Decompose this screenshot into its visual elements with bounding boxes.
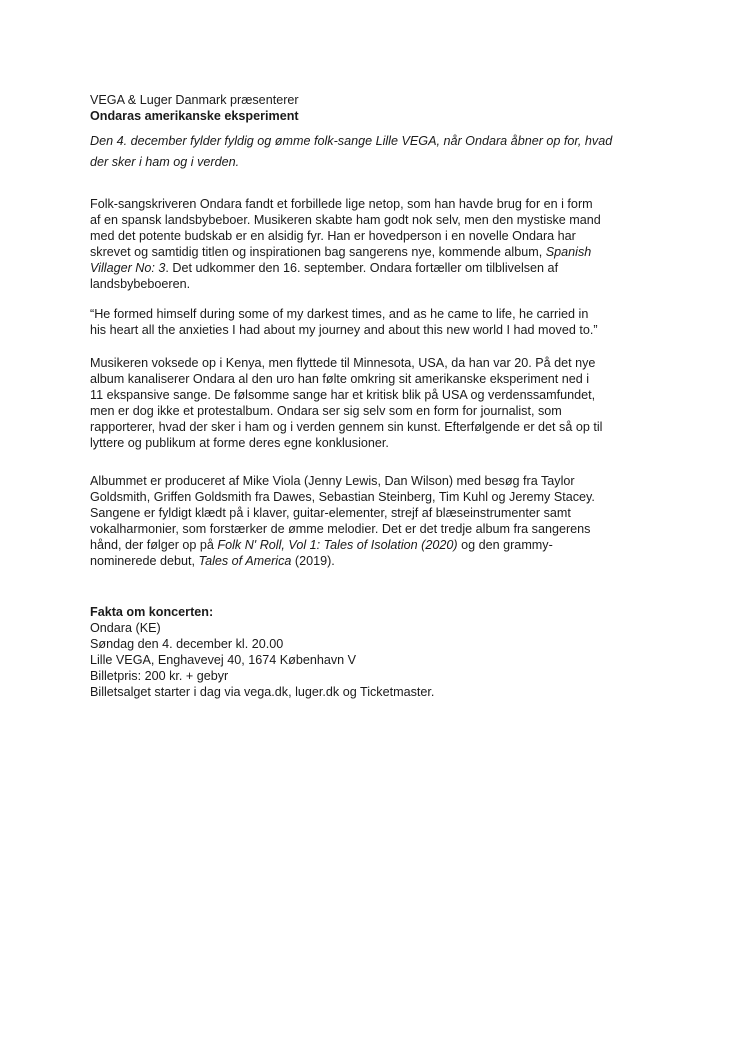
paragraph-line: Folk-sangskriveren Ondara fandt et forbillede lige netop, som han havde brug for en i form xyxy=(90,197,593,211)
paragraph-line: Musikeren voksede op i Kenya, men flyttede til Minnesota, USA, da han var 20. På det nye xyxy=(90,356,596,370)
paragraph-text: nominerede debut, xyxy=(90,554,199,568)
facts-heading: Fakta om koncerten: xyxy=(90,605,214,619)
paragraph-line xyxy=(90,553,665,569)
paragraph-line xyxy=(90,260,665,276)
album-title: Folk N' Roll, Vol 1: Tales of Isolation (2020) xyxy=(217,538,458,552)
paragraph-line: Albummet er produceret af Mike Viola (Jenny Lewis, Dan Wilson) med besøg fra Taylor xyxy=(90,474,575,488)
paragraph-text: skrevet og samtidig titlen og inspirationen bag sangerens nye, kommende album, xyxy=(90,245,543,259)
lede-line: Den 4. december fylder fyldig og ømme folk-sange Lille VEGA, når Ondara åbner op for, hvad xyxy=(90,134,613,148)
paragraph-line: 11 ekspansive sange. De følsomme sange har et kritisk blik på USA og verdenssamfundet, xyxy=(90,388,596,402)
paragraph-line: med det potente budskab er en alsidig fyr. Han er hovedperson i en novelle Ondara har xyxy=(90,229,576,243)
concert-facts xyxy=(90,604,665,700)
paragraph-line: af en spansk landsbybeboer. Musikeren skabte ham godt nok selv, men den mystiske mand xyxy=(90,213,601,227)
album-title: Tales of America xyxy=(198,554,292,568)
paragraph-line: men er dog ikke et protestalbum. Ondara ser sig selv som en form for journalist, som xyxy=(90,404,562,418)
headline-text: Ondaras amerikanske eksperiment xyxy=(90,109,299,123)
lede-line: der sker i ham og i verden. xyxy=(90,155,240,169)
paragraph-production xyxy=(90,473,665,569)
facts-item: Ondara (KE) xyxy=(90,621,161,635)
paragraph-line: Goldsmith, Griffen Goldsmith fra Dawes, Sebastian Steinberg, Tim Kuhl og Jeremy Stacey. xyxy=(90,490,595,504)
paragraph-line: rapporterer, hvad der sker i ham og i verden gennem sin kunst. Efterfølgende er det så op til xyxy=(90,420,603,434)
paragraph-line: album kanaliserer Ondara al den uro han følte omkring sit amerikanske eksperiment ned i xyxy=(90,372,590,386)
artist-quote xyxy=(90,306,665,338)
paragraph-line: landsbybeboeren. xyxy=(90,277,191,291)
facts-item: Billetpris: 200 kr. + gebyr xyxy=(90,669,229,683)
paragraph-background xyxy=(90,355,665,451)
paragraph-line: Sangene er fyldigt klædt på i klaver, guitar-elementer, strejf af blæseinstrumenter samt xyxy=(90,506,571,520)
paragraph-line: vokalharmonier, som forstærker de ømme melodier. Det er det tredje album fra sangerens xyxy=(90,522,591,536)
lede xyxy=(90,131,665,173)
quote-line: “He formed himself during some of my darkest times, and as he came to life, he carried in xyxy=(90,307,589,321)
presenter-line xyxy=(90,92,665,108)
paragraph-line xyxy=(90,537,665,553)
album-title: Spanish xyxy=(545,245,592,259)
facts-item: Søndag den 4. december kl. 20.00 xyxy=(90,637,284,651)
quote-line: his heart all the anxieties I had about my journey and about this new world I had moved to.” xyxy=(90,323,598,337)
paragraph-line: lyttere og publikum at forme deres egne konklusioner. xyxy=(90,436,389,450)
paragraph-text: hånd, der følger op på xyxy=(90,538,218,552)
facts-item: Lille VEGA, Enghavevej 40, 1674 København V xyxy=(90,653,357,667)
paragraph-line xyxy=(90,244,665,260)
paragraph-text: (2019). xyxy=(291,554,335,568)
facts-item: Billetsalget starter i dag via vega.dk, luger.dk og Ticketmaster. xyxy=(90,685,435,699)
paragraph-text: og den grammy- xyxy=(457,538,553,552)
headline xyxy=(90,108,665,124)
album-title: Villager No: 3 xyxy=(90,261,166,275)
presenter-text: VEGA & Luger Danmark præsenterer xyxy=(90,93,299,107)
paragraph-text: . Det udkommer den 16. september. Ondara fortæller om tilblivelsen af xyxy=(165,261,559,275)
paragraph-intro xyxy=(90,196,665,292)
